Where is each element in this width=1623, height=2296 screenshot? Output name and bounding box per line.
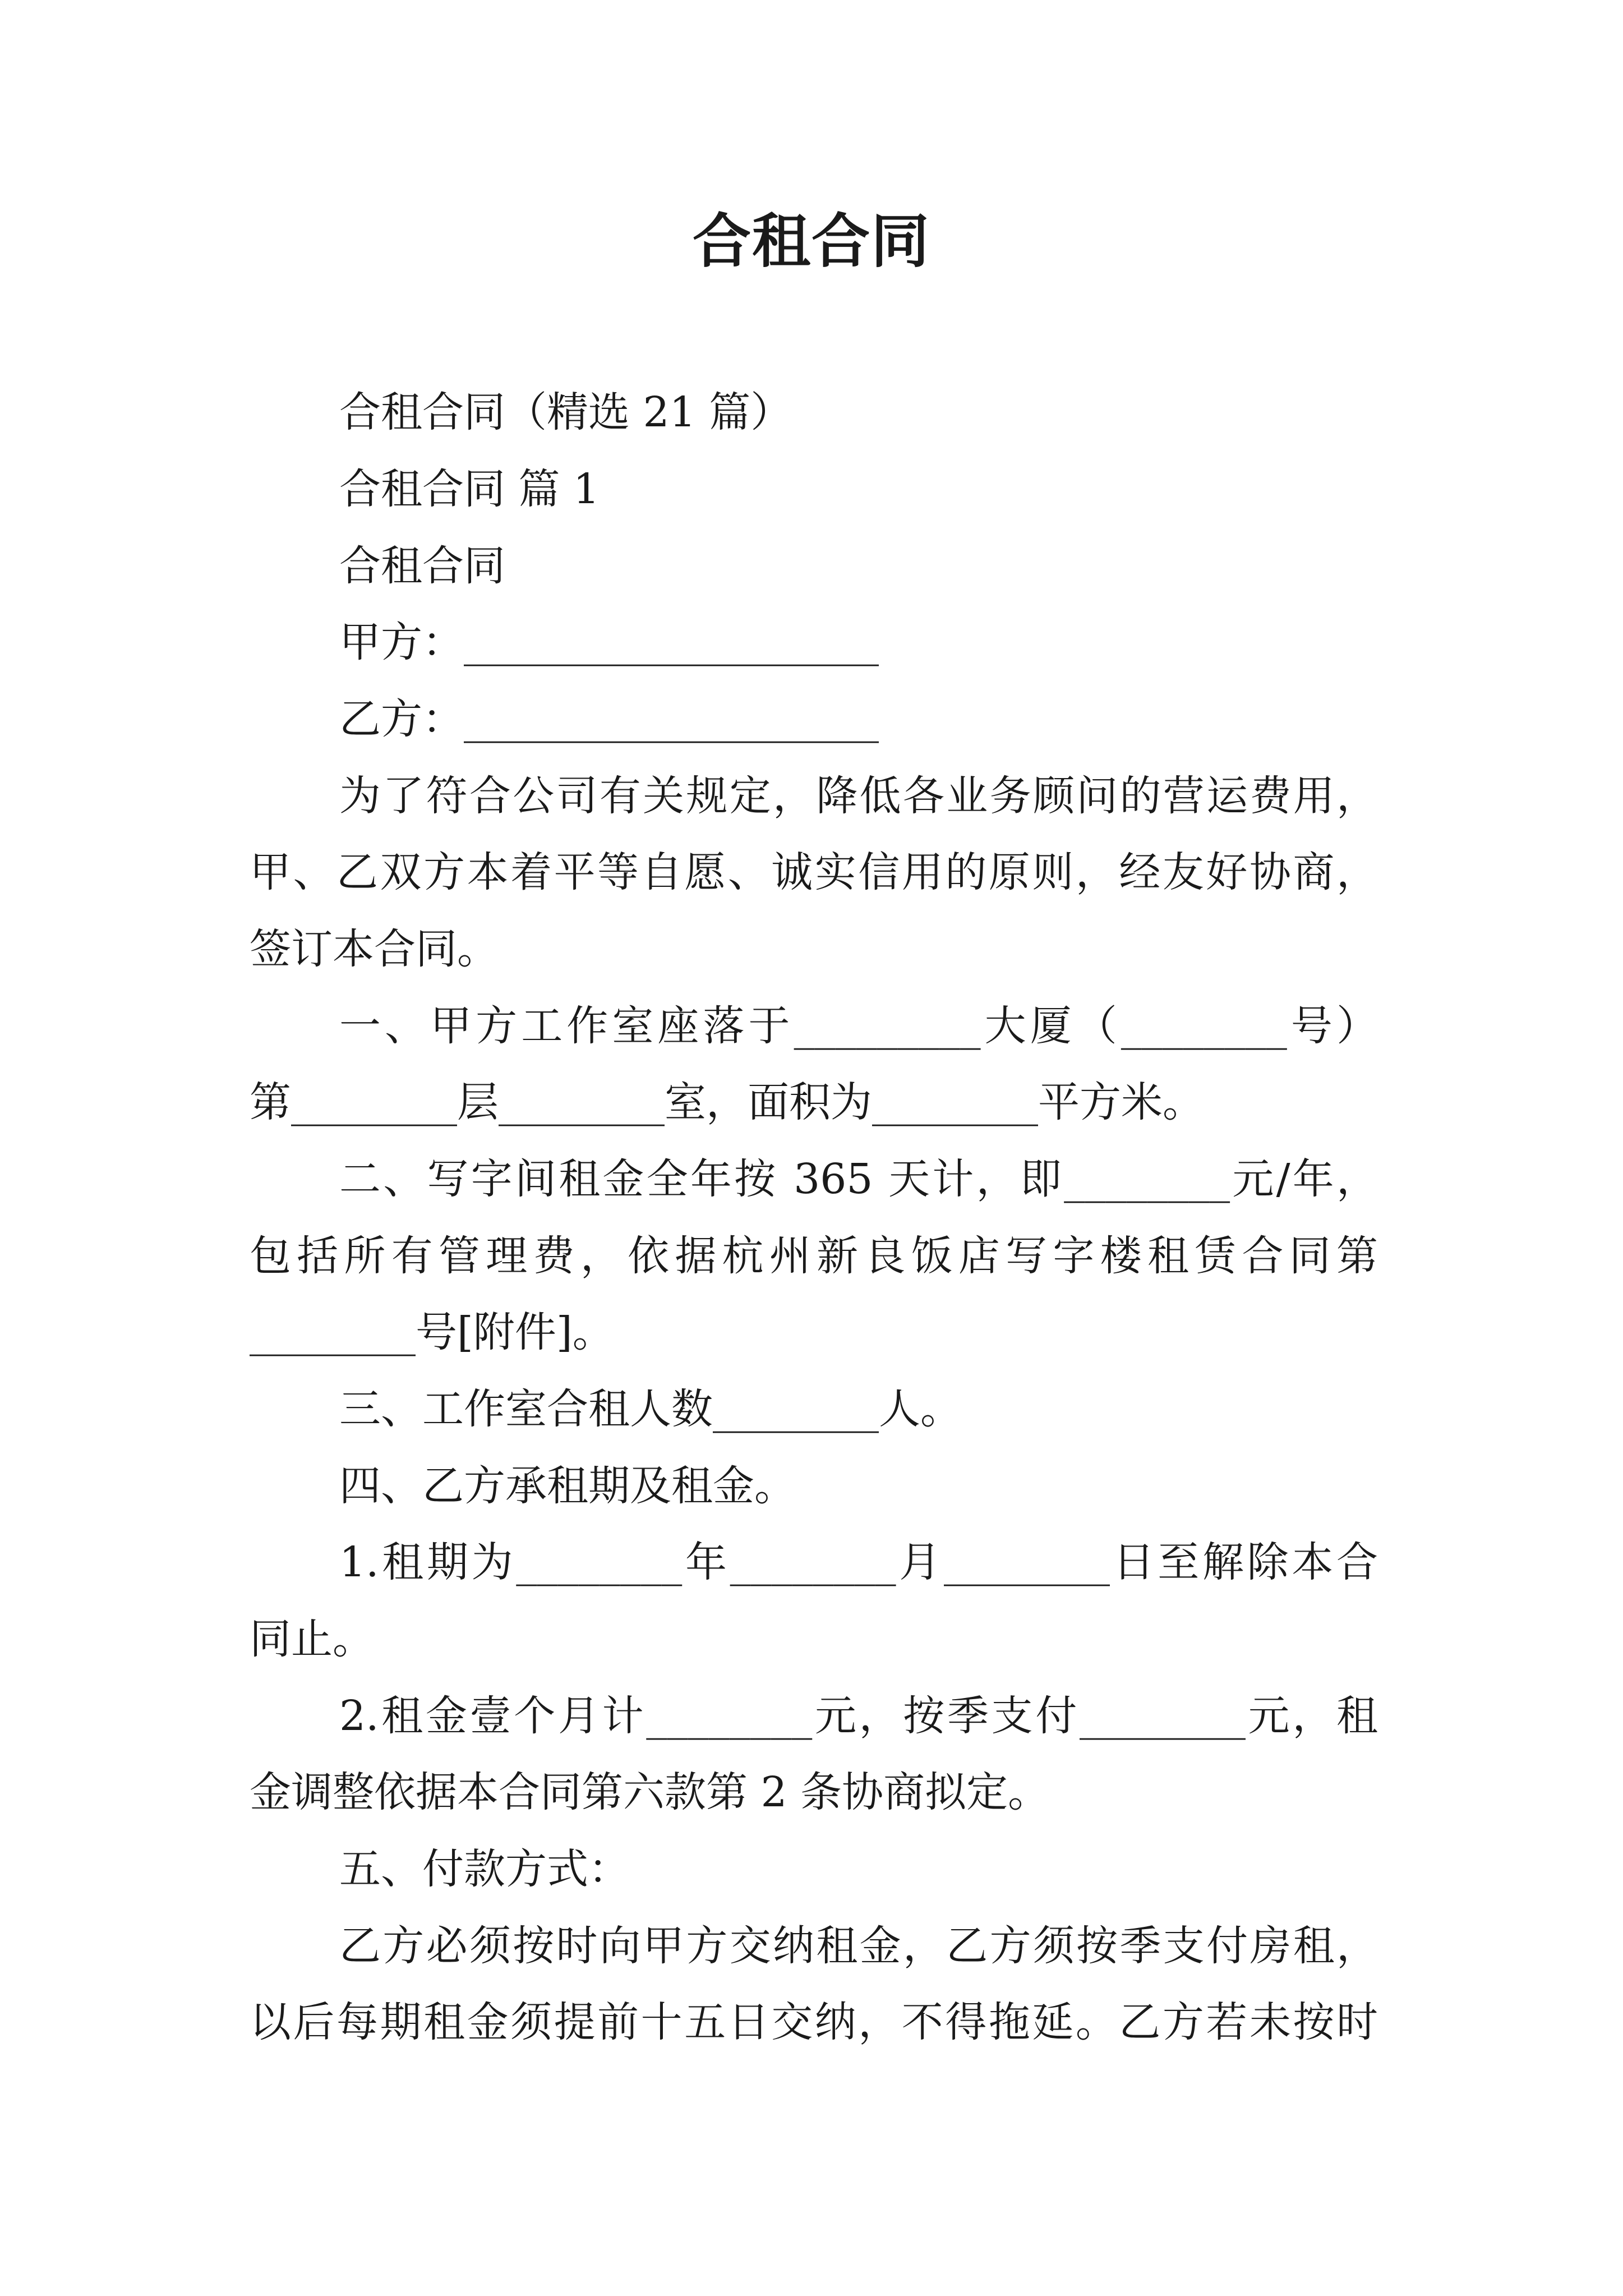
doc-line-clause-5a: 乙方必须按时向甲方交纳租金，乙方须按季支付房租， xyxy=(339,1922,1378,1970)
doc-line-clause-4-1b: 同止。 xyxy=(250,1615,374,1663)
doc-line-intro-1: 为了符合公司有关规定，降低各业务顾问的营运费用， xyxy=(339,772,1378,820)
doc-line-chapter: 合租合同 篇 1 xyxy=(339,465,600,513)
doc-line-clause-3: 三、工作室合租人数________人。 xyxy=(339,1385,962,1433)
doc-line-subtitle: 合租合同（精选 21 篇） xyxy=(339,388,792,436)
doc-line-clause-2a: 二、写字间租金全年按 365 天计，即________元/年， xyxy=(339,1155,1378,1203)
doc-line-clause-4-2b: 金调整依据本合同第六款第 2 条协商拟定。 xyxy=(250,1768,1050,1816)
doc-line-clause-2b: 包括所有管理费，依据杭州新良饭店写字楼租赁合同第 xyxy=(250,1232,1378,1280)
document-title: 合租合同 xyxy=(692,206,930,275)
doc-line-clause-2c: ________号[附件]。 xyxy=(250,1308,614,1356)
doc-line-intro-3: 签订本合同。 xyxy=(250,925,499,973)
doc-line-clause-4: 四、乙方承租期及租金。 xyxy=(339,1462,796,1510)
doc-line-heading: 合租合同 xyxy=(339,542,505,590)
doc-line-clause-4-2a: 2.租金壹个月计________元，按季支付________元，租 xyxy=(339,1692,1378,1740)
doc-line-clause-5: 五、付款方式： xyxy=(339,1845,630,1893)
doc-line-clause-1a: 一、甲方工作室座落于_________大厦（________号） xyxy=(339,1002,1378,1050)
doc-line-clause-4-1a: 1.租期为________年________月________日至解除本合 xyxy=(339,1538,1378,1586)
doc-line-party-b: 乙方：____________________ xyxy=(339,695,879,743)
doc-line-clause-5b: 以后每期租金须提前十五日交纳，不得拖延。乙方若未按时 xyxy=(250,1998,1378,2046)
doc-line-intro-2: 甲、乙双方本着平等自愿、诚实信用的原则，经友好协商， xyxy=(250,848,1378,896)
doc-line-clause-1b: 第________层________室，面积为________平方米。 xyxy=(250,1078,1204,1126)
doc-line-party-a: 甲方：____________________ xyxy=(339,618,879,666)
